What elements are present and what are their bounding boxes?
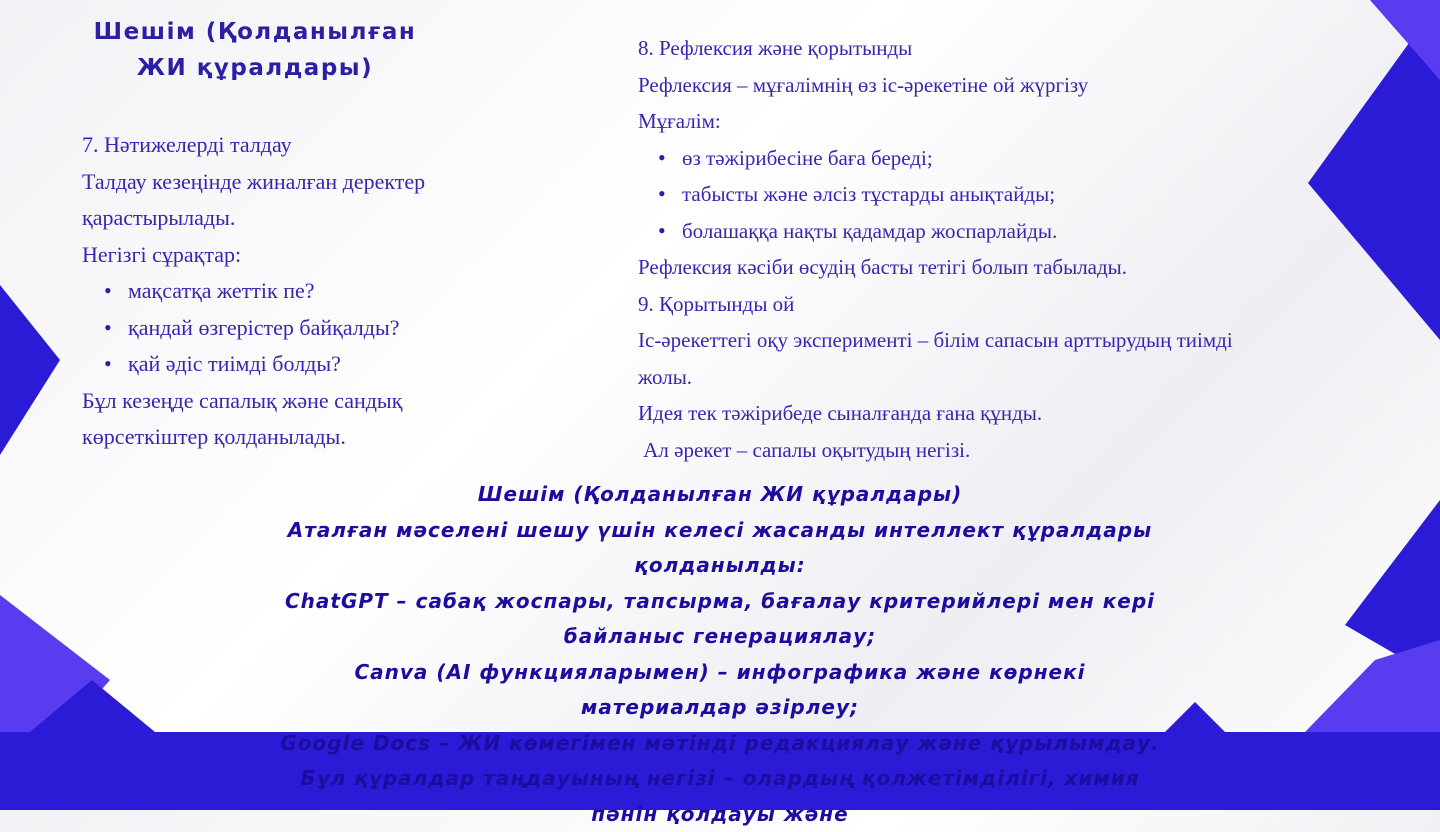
list-item: • табысты және әлсіз тұстарды анықтайды;: [638, 176, 1398, 213]
idea-text: Идея тек тәжірибеде сыналғанда ғана құнды.: [638, 395, 1398, 432]
questions-list: [82, 273, 552, 383]
list-item: • қай әдіс тиімді болды?: [82, 346, 552, 383]
section9-heading: 9. Қорытынды ой: [638, 286, 1398, 323]
list-item: • болашаққа нақты қадамдар жоспарлайды.: [638, 213, 1398, 250]
indicators-text-line1: Бұл кезеңде сапалық және сандық: [82, 383, 552, 420]
conclusion-line2: жолы.: [638, 359, 1398, 396]
reflection-definition: Рефлексия – мұғалімнің өз іс-әрекетіне ой жүргізу: [638, 67, 1398, 104]
ai-tools-line: материалдар әзірлеу;: [170, 690, 1270, 726]
teacher-label: Мұғалім:: [638, 103, 1398, 140]
deco-triangle-left-large: [0, 285, 60, 455]
list-item: • өз тәжірибесіне баға береді;: [638, 140, 1398, 177]
right-column: [638, 30, 1398, 468]
ai-tools-line: Бұл құралдар таңдауының негізі – олардың қолжетімділігі, химия: [170, 761, 1270, 797]
deco-shape-right-bottom: [1305, 640, 1440, 732]
reflection-summary: Рефлексия кәсіби өсудің басты тетігі болып табылады.: [638, 249, 1398, 286]
section7-heading: 7. Нәтижелерді талдау: [82, 127, 552, 164]
action-text: Ал әрекет – сапалы оқытудың негізі.: [638, 432, 1398, 469]
teacher-actions-list: [638, 140, 1398, 250]
list-item: • мақсатқа жеттік пе?: [82, 273, 552, 310]
ai-tools-block: [170, 477, 1270, 832]
ai-tools-line: Google Docs – ЖИ көмегімен мәтінді редакциялау және құрылымдау.: [170, 726, 1270, 762]
conclusion-line1: Іс-әрекеттегі оқу эксперименті – білім сапасын арттырудың тиімді: [638, 322, 1398, 359]
page-title-line1: Шешім (Қолданылған: [94, 19, 417, 45]
ai-tools-line: қолданылды:: [170, 548, 1270, 584]
section8-heading: 8. Рефлексия және қорытынды: [638, 30, 1398, 67]
questions-label: Негізгі сұрақтар:: [82, 237, 552, 274]
ai-tools-line: Шешім (Қолданылған ЖИ құралдары): [170, 477, 1270, 513]
ai-tools-line: Аталған мәселені шешу үшін келесі жасанды интеллект құралдары: [170, 513, 1270, 549]
analysis-text-line2: қарастырылады.: [82, 200, 552, 237]
analysis-text-line1: Талдау кезеңінде жиналған деректер: [82, 164, 552, 201]
left-column: [82, 127, 552, 456]
ai-tools-line: пәнін қолдауы және: [170, 797, 1270, 832]
ai-tools-line: байланыс генерациялау;: [170, 619, 1270, 655]
ai-tools-line: Canva (AI функцияларымен) – инфографика және көрнекі: [170, 655, 1270, 691]
indicators-text-line2: көрсеткіштер қолданылады.: [82, 419, 552, 456]
page-title-line2: ЖИ құралдары): [137, 55, 373, 81]
ai-tools-line: ChatGPT – сабақ жоспары, тапсырма, бағалау критерийлері мен кері: [170, 584, 1270, 620]
list-item: • қандай өзгерістер байқалды?: [82, 310, 552, 347]
page-title: [40, 14, 470, 86]
